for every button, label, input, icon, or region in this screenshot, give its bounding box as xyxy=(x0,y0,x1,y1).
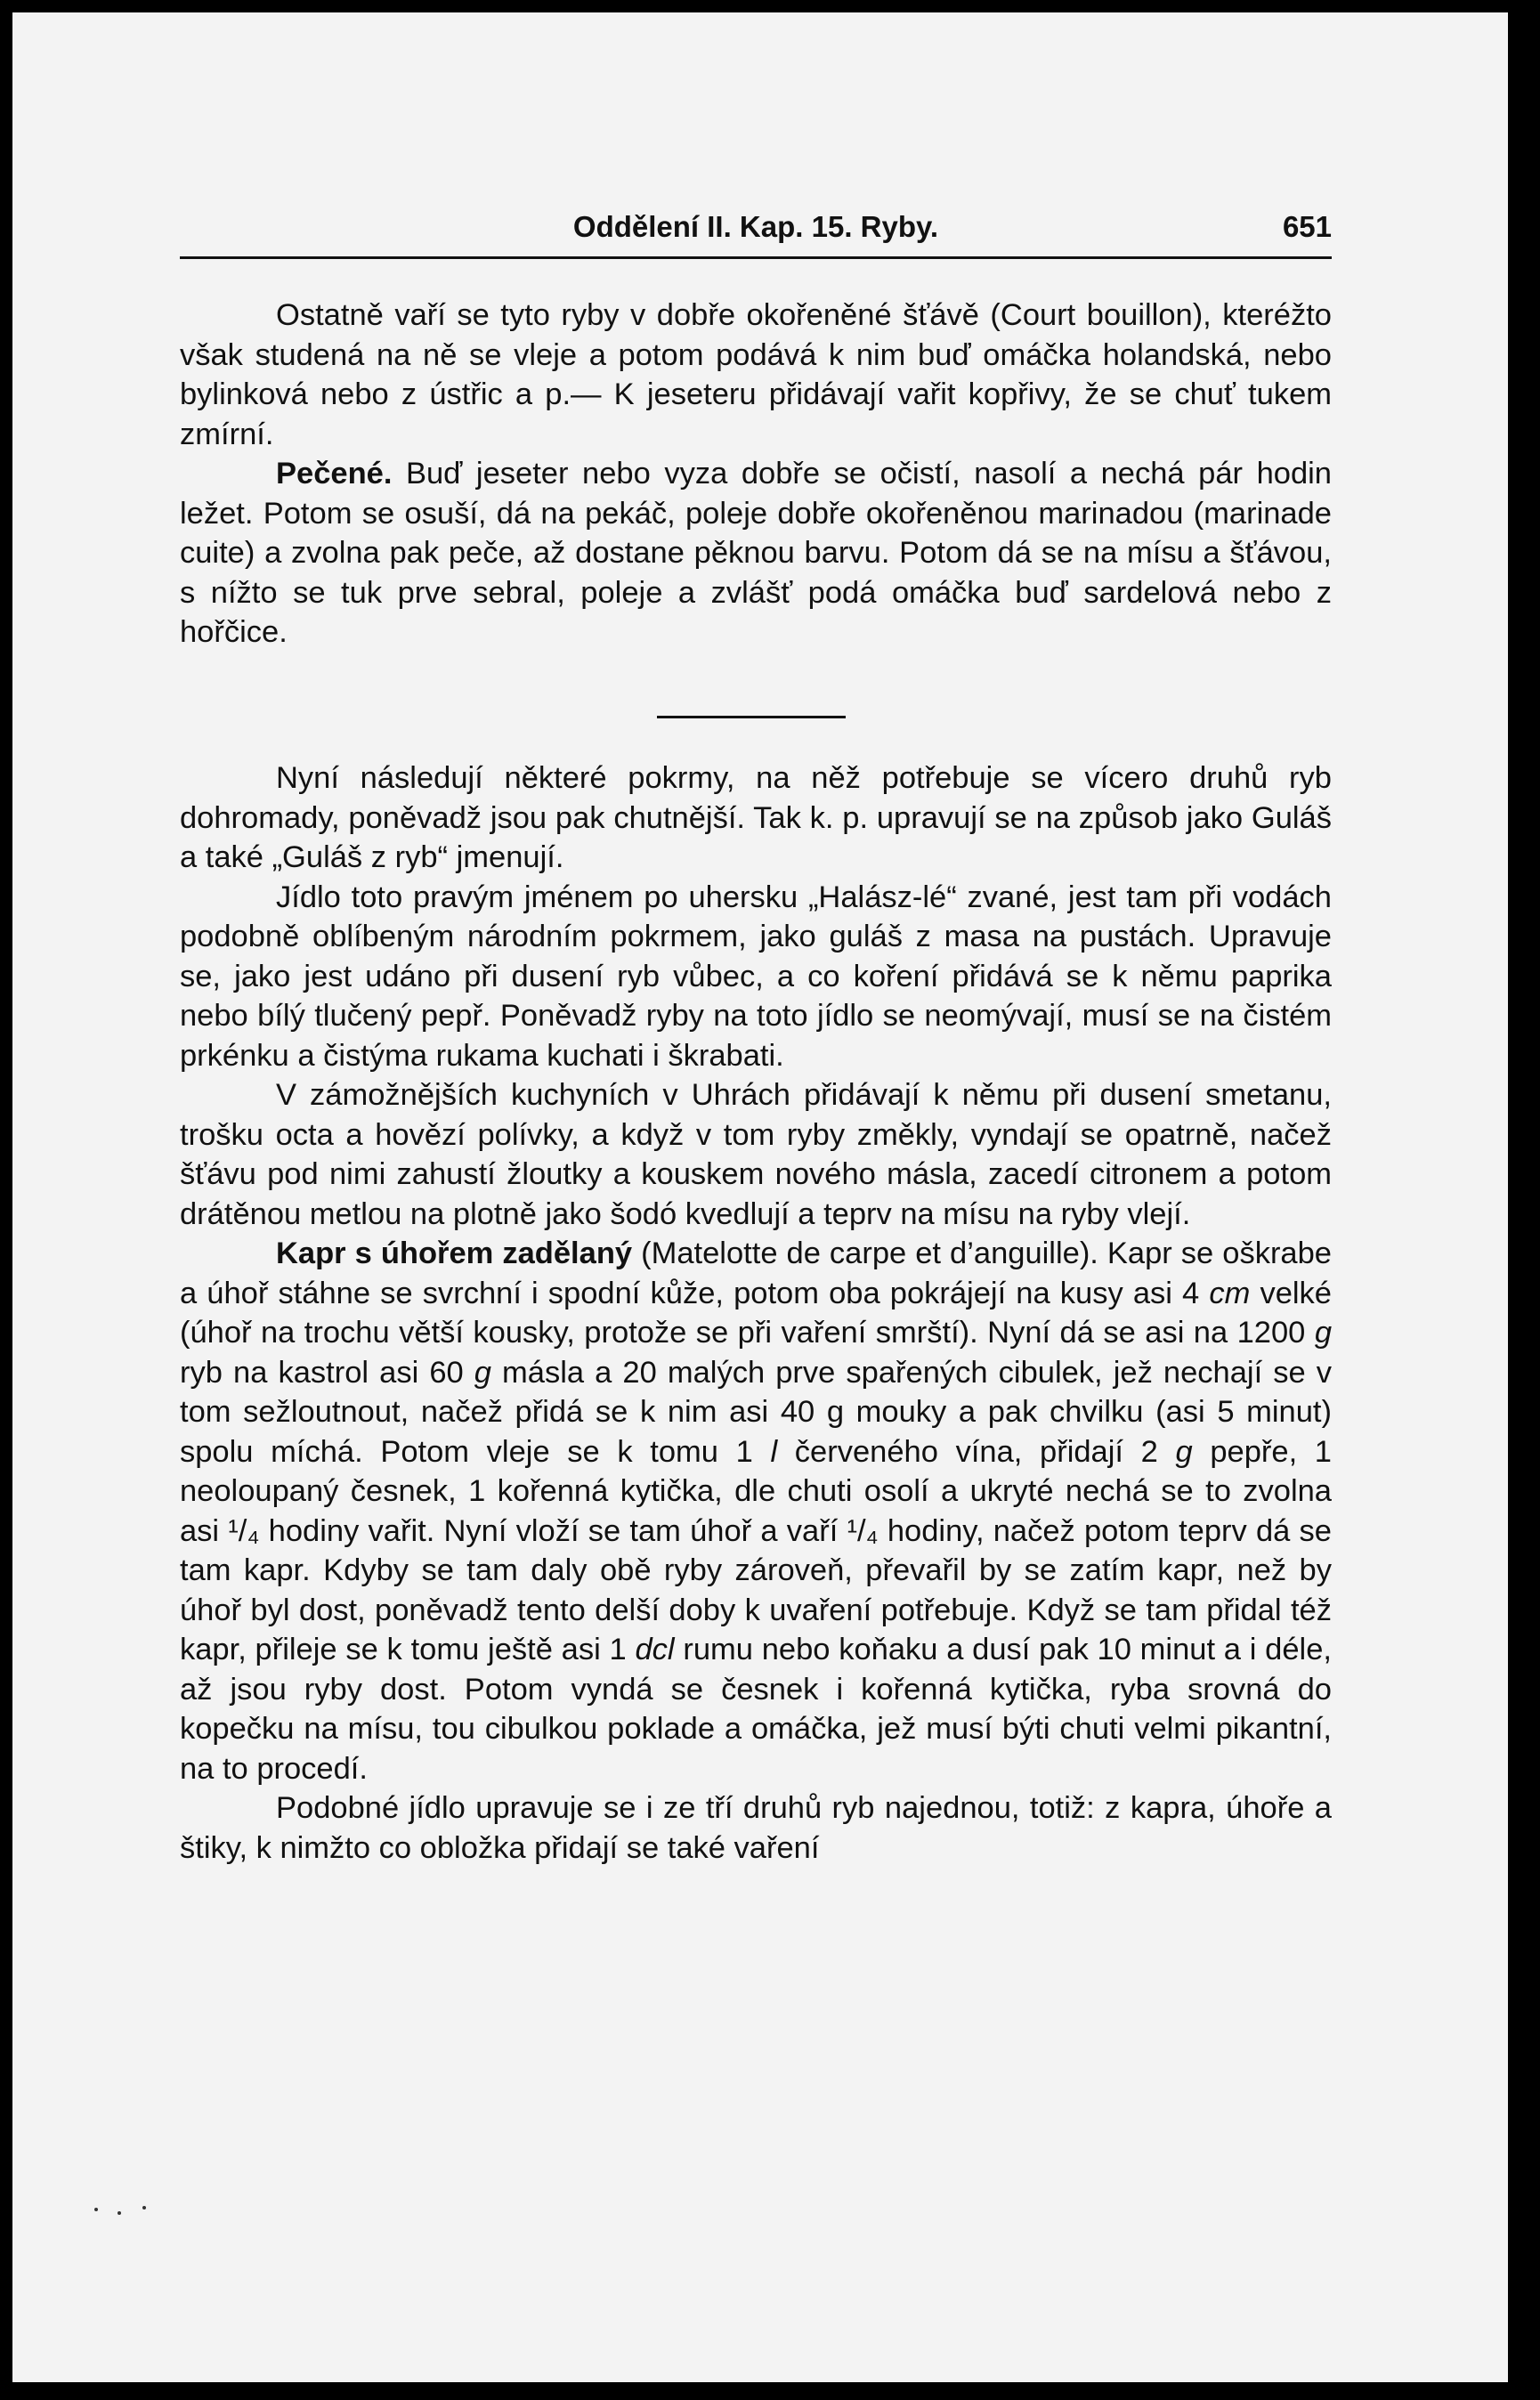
chapter-title: Oddělení II. Kap. 15. Ryby. xyxy=(572,210,939,243)
paragraph-intro-gulas: Nyní následují některé pokrmy, na něž potřebuje se vícero druhů ryb dohromady, poněvadž jsou pak chutnější. Tak k. p. upravují se na způsob jako Guláš a také „Guláš z ryb“ jmenují. xyxy=(180,761,1332,874)
print-speck xyxy=(118,2211,121,2215)
running-header xyxy=(180,207,1332,259)
print-speck xyxy=(94,2208,98,2211)
paragraph-halasz-le: Jídlo toto pravým jménem po uhersku „Halász-lé“ zvané, jest tam při vodách podobně oblíbeným národním pokrmem, jako guláš z masa na pustách. Upravuje se, jako jest udáno při dusení ryb vůbec, a co koření přidává se k němu paprika nebo bílý tlučený pepř. Poněvadž ryby na toto jídlo se neomývají, musí se na čistém prkénku a čistýma rukama kuchati i škrabati. xyxy=(180,880,1332,1073)
paragraph-pecene-text: Buď jeseter nebo vyza dobře se očistí, nasolí a nechá pár hodin ležet. Potom se osuší, dá na pekáč, poleje dobře okořeněnou marinadou (marinade cuite) a zvolna pak peče, až dostane pěknou barvu. Potom dá se na mísu a šťávou, s nížto se tuk prve sebral, poleje a zvlášť podá omáčka buď sardelová nebo z hořčice. xyxy=(180,457,1332,649)
paragraph-tri-druhy: Podobné jídlo upravuje se i ze tří druhů ryb najednou, totiž: z kapra, úhoře a štiky, k nimžto co obložka přidají se také vaření xyxy=(180,1791,1332,1865)
section-court-bouillon xyxy=(180,296,1332,653)
book-page xyxy=(12,12,1508,2382)
page-number: 651 xyxy=(1282,210,1332,243)
section-divider xyxy=(657,716,846,718)
paragraph-matelotte: Kapr s úhořem zadělaný (Matelotte de carpe et d’anguille). Kapr se oškrabe a úhoř stáhne se svrchní i spodní kůže, potom oba pokrájejí na kusy asi 4 cm velké (úhoř na trochu větší kousky, protože se při vaření smrští). Nyní dá se asi na 1200 g ryb na kastrol asi 60 g másla a 20 malých prve spařených cibulek, jež nechají se v tom sežloutnout, načež přidá se k nim asi 40 g mouky a pak chvilku (asi 5 minut) spolu míchá. Potom vleje se k tomu 1 l červeného vína, přidají 2 g pepře, 1 neoloupaný česnek, 1 kořenná kytička, dle chuti osolí a ukryté nechá se to zvolna asi ¹/₄ hodiny vařit. Nyní vloží se tam úhoř a vaří ¹/₄ hodiny, načež potom teprv dá se tam kapr. Kdyby se tam daly obě ryby zároveň, převařil by se zatím kapr, než by úhoř byl dost, poněvadž tento delší doby k uvaření potřebuje. Když se tam přidal též kapr, přileje se k tomu ještě asi 1 dcl rumu nebo koňaku a dusí pak 10 minut a i déle, až jsou ryby dost. Potom vyndá se česnek i kořenná kytička, ryba srovná do kopečku na mísu, tou cibulkou poklade a omáčka, jež musí býti chuti velmi pikantní, na to procedí. xyxy=(180,1236,1332,1786)
paragraph-pecene xyxy=(180,454,1332,653)
paragraph-court-bouillon: Ostatně vaří se tyto ryby v dobře okořeněné šťávě (Court bouillon), kteréžto však studená na ně se vleje a potom podává k nim buď omáčka holandská, nebo bylinková nebo z ústřic a p.— K jeseteru přidávají vařit kopřivy, že se chuť tukem zmírní. xyxy=(180,298,1332,451)
print-speck xyxy=(142,2206,146,2209)
heading-kapr-s-uhorem: Kapr s úhořem zadělaný xyxy=(276,1236,633,1270)
paragraph-uhry: V zámožnějších kuchyních v Uhrách přidávají k němu při dusení smetanu, trošku octa a hovězí polívky, a když v tom ryby změkly, vyndají se opatrně, načež šťávu pod nimi zahustí žloutky a kouskem nového másla, zacedí citronem a potom drátěnou metlou na plotně jako šodó kvedlují a teprv na mísu na ryby vlejí. xyxy=(180,1078,1332,1231)
section-mixed-fish xyxy=(180,758,1332,1868)
heading-pecene: Pečené. xyxy=(276,457,393,491)
